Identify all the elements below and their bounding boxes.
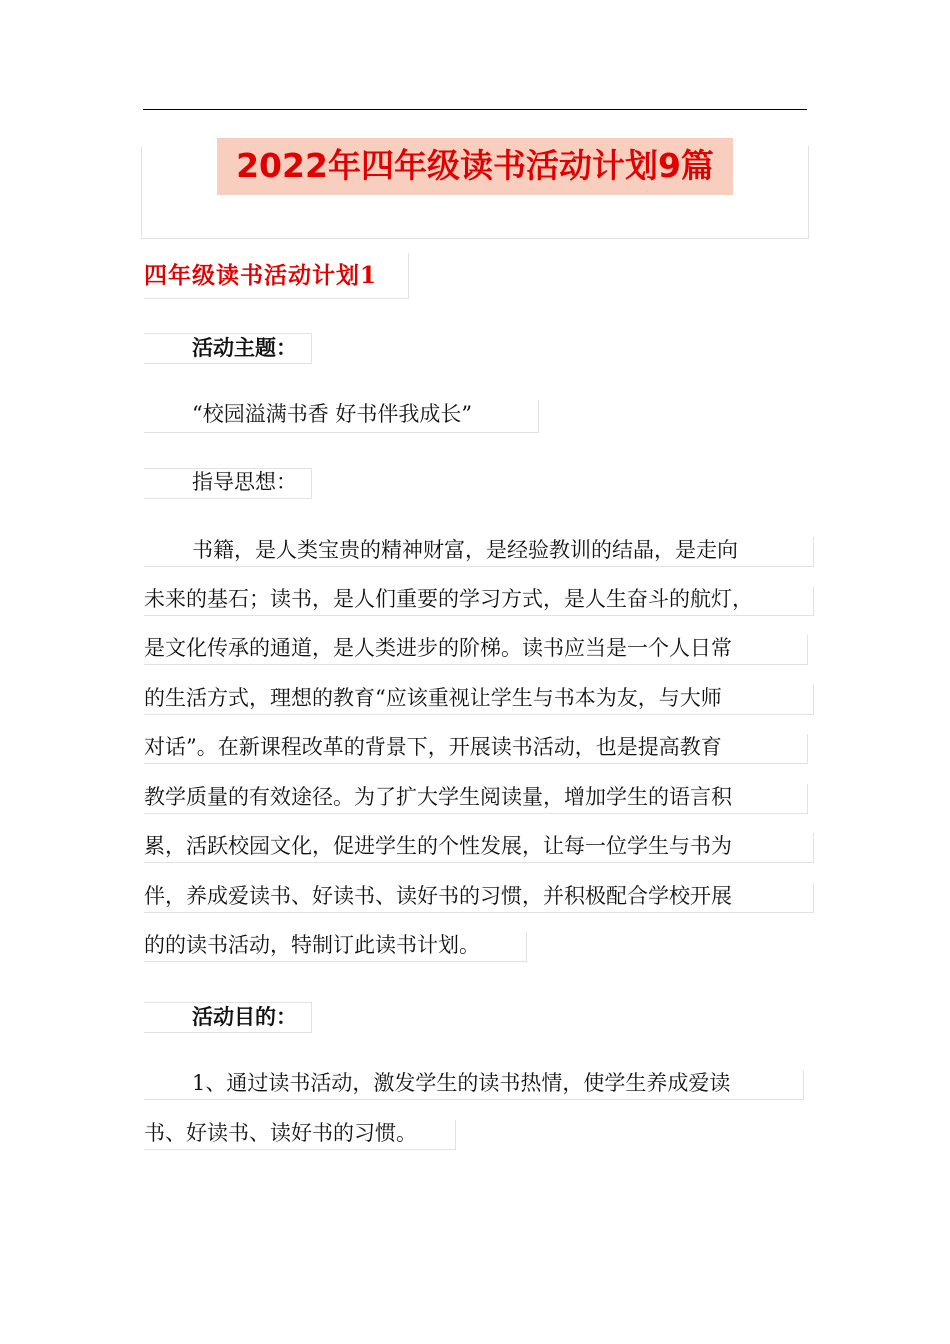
guiding-line: 是文化传承的通道，是人类进步的阶梯。读书应当是一个人日常 (144, 635, 808, 665)
guiding-line: 累，活跃校园文化，促进学生的个性发展，让每一位学生与书为 (144, 833, 814, 863)
guiding-line: 的生活方式，理想的教育“应该重视让学生与书本为友，与大师 (144, 685, 814, 715)
purpose-label: 活动目的： (144, 1002, 312, 1033)
document-title: 2022年四年级读书活动计划9篇 (217, 138, 733, 195)
guiding-line: 书籍，是人类宝贵的精神财富，是经验教训的结晶，是走向 (144, 537, 814, 567)
guiding-label: 指导思想： (144, 468, 312, 499)
guiding-line: 的的读书活动，特制订此读书计划。 (144, 932, 527, 962)
purpose-line: 1、通过读书活动，激发学生的读书热情，使学生养成爱读 (144, 1070, 804, 1100)
guiding-line: 伴，养成爱读书、好读书、读好书的习惯，并积极配合学校开展 (144, 883, 814, 913)
guiding-line: 未来的基石；读书，是人们重要的学习方式，是人生奋斗的航灯， (144, 586, 814, 616)
section-heading: 四年级读书活动计划1 (144, 253, 409, 299)
header-rule (143, 109, 807, 110)
theme-label: 活动主题： (144, 333, 312, 364)
guiding-line: 教学质量的有效途径。为了扩大学生阅读量，增加学生的语言积 (144, 784, 808, 814)
purpose-line: 书、好读书、读好书的习惯。 (144, 1120, 456, 1150)
theme-text: “校园溢满书香 好书伴我成长” (144, 400, 539, 433)
guiding-line: 对话”。在新课程改革的背景下，开展读书活动，也是提高教育 (144, 734, 808, 764)
